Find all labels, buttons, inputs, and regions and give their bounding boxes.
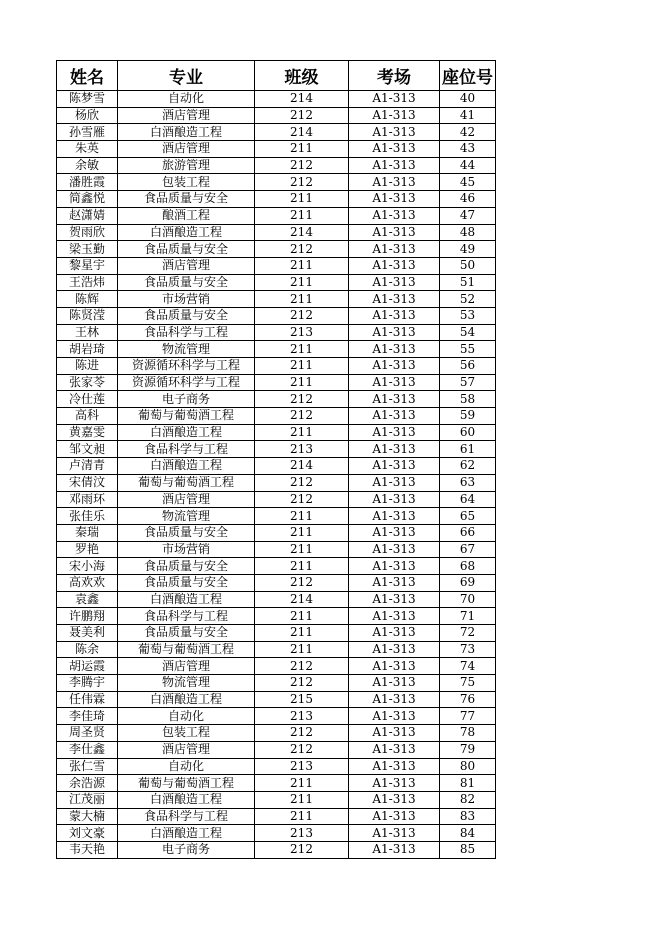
cell-exam-room[interactable]: A1-313 bbox=[349, 107, 440, 124]
cell-name[interactable]: 邓雨环 bbox=[57, 491, 118, 508]
cell-major[interactable]: 酒店管理 bbox=[118, 741, 255, 758]
cell-major[interactable]: 食品科学与工程 bbox=[118, 441, 255, 458]
cell-exam-room[interactable]: A1-313 bbox=[349, 825, 440, 842]
cell-seat-number[interactable]: 56 bbox=[440, 358, 496, 375]
cell-class[interactable]: 212 bbox=[255, 725, 349, 742]
cell-seat-number[interactable]: 45 bbox=[440, 174, 496, 191]
cell-name[interactable]: 宋倩汶 bbox=[57, 474, 118, 491]
cell-name[interactable]: 梁玉勤 bbox=[57, 241, 118, 258]
cell-seat-number[interactable]: 60 bbox=[440, 424, 496, 441]
cell-name[interactable]: 李腾宇 bbox=[57, 675, 118, 692]
table-row bbox=[57, 374, 496, 391]
table-row bbox=[57, 157, 496, 174]
cell-major[interactable]: 物流管理 bbox=[118, 508, 255, 525]
cell-seat-number[interactable]: 82 bbox=[440, 791, 496, 808]
cell-name[interactable]: 赵潇婧 bbox=[57, 207, 118, 224]
table-row bbox=[57, 274, 496, 291]
cell-seat-number[interactable]: 50 bbox=[440, 257, 496, 274]
cell-class[interactable]: 211 bbox=[255, 141, 349, 158]
cell-major[interactable]: 酿酒工程 bbox=[118, 207, 255, 224]
cell-exam-room[interactable]: A1-313 bbox=[349, 625, 440, 642]
cell-major[interactable]: 食品科学与工程 bbox=[118, 608, 255, 625]
header-exam-room[interactable]: 考场 bbox=[349, 61, 440, 91]
cell-name[interactable]: 黎星宇 bbox=[57, 257, 118, 274]
cell-class[interactable]: 211 bbox=[255, 541, 349, 558]
cell-seat-number[interactable]: 44 bbox=[440, 157, 496, 174]
cell-exam-room[interactable]: A1-313 bbox=[349, 574, 440, 591]
cell-major[interactable]: 酒店管理 bbox=[118, 141, 255, 158]
cell-class[interactable]: 211 bbox=[255, 508, 349, 525]
cell-exam-room[interactable]: A1-313 bbox=[349, 257, 440, 274]
cell-exam-room[interactable]: A1-313 bbox=[349, 541, 440, 558]
cell-class[interactable]: 212 bbox=[255, 658, 349, 675]
cell-name[interactable]: 陈余 bbox=[57, 641, 118, 658]
cell-name[interactable]: 王林 bbox=[57, 324, 118, 341]
cell-class[interactable]: 212 bbox=[255, 307, 349, 324]
cell-exam-room[interactable]: A1-313 bbox=[349, 558, 440, 575]
cell-class[interactable]: 211 bbox=[255, 274, 349, 291]
table-row bbox=[57, 324, 496, 341]
cell-major[interactable]: 白酒酿造工程 bbox=[118, 591, 255, 608]
cell-major[interactable]: 白酒酿造工程 bbox=[118, 424, 255, 441]
cell-name[interactable]: 张佳乐 bbox=[57, 508, 118, 525]
cell-class[interactable]: 212 bbox=[255, 241, 349, 258]
table-row bbox=[57, 391, 496, 408]
table-row bbox=[57, 808, 496, 825]
cell-name[interactable]: 江茂丽 bbox=[57, 791, 118, 808]
table-row bbox=[57, 191, 496, 208]
cell-class[interactable]: 212 bbox=[255, 174, 349, 191]
cell-exam-room[interactable]: A1-313 bbox=[349, 241, 440, 258]
cell-exam-room[interactable]: A1-313 bbox=[349, 758, 440, 775]
cell-seat-number[interactable]: 49 bbox=[440, 241, 496, 258]
table-row bbox=[57, 791, 496, 808]
cell-major[interactable]: 食品质量与安全 bbox=[118, 241, 255, 258]
table-row bbox=[57, 675, 496, 692]
table-row bbox=[57, 508, 496, 525]
cell-name[interactable]: 蒙大楠 bbox=[57, 808, 118, 825]
cell-class[interactable]: 212 bbox=[255, 841, 349, 858]
cell-name[interactable]: 陈梦雪 bbox=[57, 91, 118, 108]
header-class[interactable]: 班级 bbox=[255, 61, 349, 91]
cell-class[interactable]: 212 bbox=[255, 741, 349, 758]
table-row bbox=[57, 524, 496, 541]
cell-name[interactable]: 潘胜霞 bbox=[57, 174, 118, 191]
cell-name[interactable]: 陈进 bbox=[57, 358, 118, 375]
cell-major[interactable]: 葡萄与葡萄酒工程 bbox=[118, 474, 255, 491]
table-row bbox=[57, 207, 496, 224]
cell-exam-room[interactable]: A1-313 bbox=[349, 191, 440, 208]
table-row bbox=[57, 541, 496, 558]
cell-major[interactable]: 旅游管理 bbox=[118, 157, 255, 174]
cell-major[interactable]: 酒店管理 bbox=[118, 107, 255, 124]
table-row bbox=[57, 591, 496, 608]
cell-major[interactable]: 酒店管理 bbox=[118, 257, 255, 274]
cell-class[interactable]: 214 bbox=[255, 458, 349, 475]
cell-seat-number[interactable]: 54 bbox=[440, 324, 496, 341]
cell-major[interactable]: 电子商务 bbox=[118, 391, 255, 408]
cell-seat-number[interactable]: 52 bbox=[440, 291, 496, 308]
cell-exam-room[interactable]: A1-313 bbox=[349, 374, 440, 391]
cell-class[interactable]: 215 bbox=[255, 691, 349, 708]
cell-seat-number[interactable]: 81 bbox=[440, 775, 496, 792]
table-row bbox=[57, 825, 496, 842]
cell-exam-room[interactable]: A1-313 bbox=[349, 474, 440, 491]
cell-seat-number[interactable]: 73 bbox=[440, 641, 496, 658]
cell-exam-room[interactable]: A1-313 bbox=[349, 391, 440, 408]
table-row bbox=[57, 558, 496, 575]
cell-seat-number[interactable]: 79 bbox=[440, 741, 496, 758]
cell-exam-room[interactable]: A1-313 bbox=[349, 791, 440, 808]
cell-major[interactable]: 白酒酿造工程 bbox=[118, 825, 255, 842]
table-row bbox=[57, 141, 496, 158]
table-row bbox=[57, 408, 496, 425]
cell-class[interactable]: 211 bbox=[255, 791, 349, 808]
cell-major[interactable]: 食品质量与安全 bbox=[118, 274, 255, 291]
cell-major[interactable]: 食品科学与工程 bbox=[118, 808, 255, 825]
cell-name[interactable]: 高科 bbox=[57, 408, 118, 425]
table-row bbox=[57, 441, 496, 458]
cell-class[interactable]: 212 bbox=[255, 157, 349, 174]
table-row bbox=[57, 91, 496, 108]
cell-class[interactable]: 214 bbox=[255, 124, 349, 141]
cell-seat-number[interactable]: 48 bbox=[440, 224, 496, 241]
cell-major[interactable]: 物流管理 bbox=[118, 341, 255, 358]
cell-class[interactable]: 211 bbox=[255, 191, 349, 208]
cell-exam-room[interactable]: A1-313 bbox=[349, 424, 440, 441]
cell-major[interactable]: 葡萄与葡萄酒工程 bbox=[118, 641, 255, 658]
cell-major[interactable]: 电子商务 bbox=[118, 841, 255, 858]
cell-seat-number[interactable]: 41 bbox=[440, 107, 496, 124]
cell-class[interactable]: 212 bbox=[255, 491, 349, 508]
cell-seat-number[interactable]: 80 bbox=[440, 758, 496, 775]
cell-major[interactable]: 食品科学与工程 bbox=[118, 324, 255, 341]
cell-major[interactable]: 自动化 bbox=[118, 708, 255, 725]
cell-name[interactable]: 周圣贤 bbox=[57, 725, 118, 742]
table-row bbox=[57, 841, 496, 858]
cell-seat-number[interactable]: 51 bbox=[440, 274, 496, 291]
table-row bbox=[57, 474, 496, 491]
cell-exam-room[interactable]: A1-313 bbox=[349, 291, 440, 308]
cell-exam-room[interactable]: A1-313 bbox=[349, 508, 440, 525]
cell-exam-room[interactable]: A1-313 bbox=[349, 91, 440, 108]
cell-name[interactable]: 余浩源 bbox=[57, 775, 118, 792]
cell-major[interactable]: 酒店管理 bbox=[118, 491, 255, 508]
cell-class[interactable]: 211 bbox=[255, 424, 349, 441]
table-row bbox=[57, 491, 496, 508]
cell-name[interactable]: 李佳琦 bbox=[57, 708, 118, 725]
header-major[interactable]: 专业 bbox=[118, 61, 255, 91]
cell-exam-room[interactable]: A1-313 bbox=[349, 775, 440, 792]
cell-seat-number[interactable]: 74 bbox=[440, 658, 496, 675]
table-row bbox=[57, 608, 496, 625]
cell-name[interactable]: 李仕鑫 bbox=[57, 741, 118, 758]
cell-name[interactable]: 简鑫悦 bbox=[57, 191, 118, 208]
header-name[interactable]: 姓名 bbox=[57, 61, 118, 91]
cell-major[interactable]: 白酒酿造工程 bbox=[118, 458, 255, 475]
cell-name[interactable]: 朱英 bbox=[57, 141, 118, 158]
table-row bbox=[57, 257, 496, 274]
cell-class[interactable]: 211 bbox=[255, 808, 349, 825]
cell-seat-number[interactable]: 57 bbox=[440, 374, 496, 391]
cell-exam-room[interactable]: A1-313 bbox=[349, 207, 440, 224]
cell-seat-number[interactable]: 46 bbox=[440, 191, 496, 208]
table-row bbox=[57, 124, 496, 141]
cell-name[interactable]: 张家苓 bbox=[57, 374, 118, 391]
cell-class[interactable]: 213 bbox=[255, 324, 349, 341]
cell-exam-room[interactable]: A1-313 bbox=[349, 224, 440, 241]
table-row bbox=[57, 708, 496, 725]
table-row bbox=[57, 424, 496, 441]
cell-exam-room[interactable]: A1-313 bbox=[349, 741, 440, 758]
seating-table bbox=[56, 60, 496, 859]
cell-seat-number[interactable]: 55 bbox=[440, 341, 496, 358]
table-row bbox=[57, 691, 496, 708]
cell-major[interactable]: 食品质量与安全 bbox=[118, 625, 255, 642]
cell-exam-room[interactable]: A1-313 bbox=[349, 408, 440, 425]
cell-seat-number[interactable]: 71 bbox=[440, 608, 496, 625]
cell-exam-room[interactable]: A1-313 bbox=[349, 441, 440, 458]
cell-name[interactable]: 秦瑞 bbox=[57, 524, 118, 541]
cell-class[interactable]: 212 bbox=[255, 675, 349, 692]
cell-class[interactable]: 211 bbox=[255, 358, 349, 375]
cell-name[interactable]: 杨欣 bbox=[57, 107, 118, 124]
cell-seat-number[interactable]: 69 bbox=[440, 574, 496, 591]
table-row bbox=[57, 241, 496, 258]
cell-name[interactable]: 袁鑫 bbox=[57, 591, 118, 608]
header-seat-number[interactable]: 座位号 bbox=[440, 61, 496, 91]
cell-seat-number[interactable]: 59 bbox=[440, 408, 496, 425]
cell-class[interactable]: 212 bbox=[255, 107, 349, 124]
cell-major[interactable]: 白酒酿造工程 bbox=[118, 124, 255, 141]
cell-name[interactable]: 任伟霖 bbox=[57, 691, 118, 708]
cell-exam-room[interactable]: A1-313 bbox=[349, 174, 440, 191]
cell-major[interactable]: 资源循环科学与工程 bbox=[118, 374, 255, 391]
cell-seat-number[interactable]: 78 bbox=[440, 725, 496, 742]
header-row bbox=[57, 61, 496, 91]
cell-exam-room[interactable]: A1-313 bbox=[349, 274, 440, 291]
cell-exam-room[interactable]: A1-313 bbox=[349, 141, 440, 158]
cell-exam-room[interactable]: A1-313 bbox=[349, 808, 440, 825]
cell-class[interactable]: 213 bbox=[255, 758, 349, 775]
cell-major[interactable]: 食品质量与安全 bbox=[118, 191, 255, 208]
table-row bbox=[57, 574, 496, 591]
cell-name[interactable]: 陈辉 bbox=[57, 291, 118, 308]
table-row bbox=[57, 107, 496, 124]
cell-seat-number[interactable]: 43 bbox=[440, 141, 496, 158]
cell-exam-room[interactable]: A1-313 bbox=[349, 157, 440, 174]
cell-exam-room[interactable]: A1-313 bbox=[349, 708, 440, 725]
cell-major[interactable]: 市场营销 bbox=[118, 541, 255, 558]
cell-seat-number[interactable]: 47 bbox=[440, 207, 496, 224]
cell-name[interactable]: 卢清青 bbox=[57, 458, 118, 475]
cell-seat-number[interactable]: 58 bbox=[440, 391, 496, 408]
table-row bbox=[57, 458, 496, 475]
cell-seat-number[interactable]: 77 bbox=[440, 708, 496, 725]
cell-class[interactable]: 211 bbox=[255, 608, 349, 625]
cell-exam-room[interactable]: A1-313 bbox=[349, 841, 440, 858]
cell-name[interactable]: 许鹏翔 bbox=[57, 608, 118, 625]
cell-class[interactable]: 212 bbox=[255, 391, 349, 408]
cell-exam-room[interactable]: A1-313 bbox=[349, 124, 440, 141]
cell-exam-room[interactable]: A1-313 bbox=[349, 324, 440, 341]
cell-exam-room[interactable]: A1-313 bbox=[349, 458, 440, 475]
cell-seat-number[interactable]: 67 bbox=[440, 541, 496, 558]
cell-class[interactable]: 211 bbox=[255, 625, 349, 642]
cell-name[interactable]: 余敏 bbox=[57, 157, 118, 174]
cell-name[interactable]: 宋小海 bbox=[57, 558, 118, 575]
cell-seat-number[interactable]: 75 bbox=[440, 675, 496, 692]
table-row bbox=[57, 725, 496, 742]
cell-name[interactable]: 张仁雪 bbox=[57, 758, 118, 775]
cell-class[interactable]: 211 bbox=[255, 341, 349, 358]
table-row bbox=[57, 641, 496, 658]
cell-seat-number[interactable]: 63 bbox=[440, 474, 496, 491]
cell-seat-number[interactable]: 83 bbox=[440, 808, 496, 825]
cell-exam-room[interactable]: A1-313 bbox=[349, 608, 440, 625]
cell-exam-room[interactable]: A1-313 bbox=[349, 591, 440, 608]
cell-class[interactable]: 212 bbox=[255, 574, 349, 591]
cell-class[interactable]: 211 bbox=[255, 257, 349, 274]
cell-major[interactable]: 白酒酿造工程 bbox=[118, 791, 255, 808]
cell-class[interactable]: 211 bbox=[255, 207, 349, 224]
cell-seat-number[interactable]: 72 bbox=[440, 625, 496, 642]
cell-major[interactable]: 食品质量与安全 bbox=[118, 574, 255, 591]
cell-major[interactable]: 酒店管理 bbox=[118, 658, 255, 675]
cell-name[interactable]: 邹文昶 bbox=[57, 441, 118, 458]
table-row bbox=[57, 625, 496, 642]
cell-major[interactable]: 白酒酿造工程 bbox=[118, 224, 255, 241]
cell-exam-room[interactable]: A1-313 bbox=[349, 491, 440, 508]
cell-seat-number[interactable]: 62 bbox=[440, 458, 496, 475]
table-row bbox=[57, 741, 496, 758]
cell-class[interactable]: 211 bbox=[255, 641, 349, 658]
cell-major[interactable]: 食品质量与安全 bbox=[118, 524, 255, 541]
cell-seat-number[interactable]: 70 bbox=[440, 591, 496, 608]
cell-name[interactable]: 罗艳 bbox=[57, 541, 118, 558]
cell-major[interactable]: 市场营销 bbox=[118, 291, 255, 308]
cell-exam-room[interactable]: A1-313 bbox=[349, 307, 440, 324]
cell-exam-room[interactable]: A1-313 bbox=[349, 641, 440, 658]
cell-seat-number[interactable]: 76 bbox=[440, 691, 496, 708]
table-row bbox=[57, 174, 496, 191]
cell-name[interactable]: 孙雪雁 bbox=[57, 124, 118, 141]
cell-exam-room[interactable]: A1-313 bbox=[349, 691, 440, 708]
cell-major[interactable]: 葡萄与葡萄酒工程 bbox=[118, 408, 255, 425]
cell-name[interactable]: 王浩炜 bbox=[57, 274, 118, 291]
cell-class[interactable]: 213 bbox=[255, 441, 349, 458]
cell-name[interactable]: 刘文豪 bbox=[57, 825, 118, 842]
cell-name[interactable]: 聂美利 bbox=[57, 625, 118, 642]
cell-class[interactable]: 214 bbox=[255, 591, 349, 608]
cell-exam-room[interactable]: A1-313 bbox=[349, 524, 440, 541]
table-row bbox=[57, 358, 496, 375]
table-row bbox=[57, 341, 496, 358]
cell-name[interactable]: 胡运霞 bbox=[57, 658, 118, 675]
cell-exam-room[interactable]: A1-313 bbox=[349, 341, 440, 358]
cell-class[interactable]: 213 bbox=[255, 708, 349, 725]
cell-major[interactable]: 包装工程 bbox=[118, 725, 255, 742]
cell-major[interactable]: 包装工程 bbox=[118, 174, 255, 191]
cell-seat-number[interactable]: 66 bbox=[440, 524, 496, 541]
cell-seat-number[interactable]: 53 bbox=[440, 307, 496, 324]
cell-name[interactable]: 高欢欢 bbox=[57, 574, 118, 591]
cell-name[interactable]: 黄嘉雯 bbox=[57, 424, 118, 441]
cell-name[interactable]: 贺雨欣 bbox=[57, 224, 118, 241]
cell-class[interactable]: 211 bbox=[255, 558, 349, 575]
cell-name[interactable]: 胡岩琦 bbox=[57, 341, 118, 358]
table-row bbox=[57, 291, 496, 308]
cell-class[interactable]: 211 bbox=[255, 374, 349, 391]
table-row bbox=[57, 307, 496, 324]
cell-class[interactable]: 211 bbox=[255, 775, 349, 792]
cell-name[interactable]: 冷仕莲 bbox=[57, 391, 118, 408]
table-row bbox=[57, 775, 496, 792]
cell-exam-room[interactable]: A1-313 bbox=[349, 658, 440, 675]
table-row bbox=[57, 758, 496, 775]
cell-name[interactable]: 陈贤滢 bbox=[57, 307, 118, 324]
cell-class[interactable]: 211 bbox=[255, 524, 349, 541]
table-row bbox=[57, 224, 496, 241]
cell-class[interactable]: 213 bbox=[255, 825, 349, 842]
cell-class[interactable]: 211 bbox=[255, 291, 349, 308]
cell-exam-room[interactable]: A1-313 bbox=[349, 675, 440, 692]
cell-major[interactable]: 自动化 bbox=[118, 91, 255, 108]
cell-seat-number[interactable]: 61 bbox=[440, 441, 496, 458]
cell-exam-room[interactable]: A1-313 bbox=[349, 725, 440, 742]
cell-seat-number[interactable]: 85 bbox=[440, 841, 496, 858]
cell-major[interactable]: 资源循环科学与工程 bbox=[118, 358, 255, 375]
cell-exam-room[interactable]: A1-313 bbox=[349, 358, 440, 375]
cell-seat-number[interactable]: 84 bbox=[440, 825, 496, 842]
cell-major[interactable]: 白酒酿造工程 bbox=[118, 691, 255, 708]
cell-class[interactable]: 212 bbox=[255, 408, 349, 425]
table-body bbox=[57, 91, 496, 859]
cell-major[interactable]: 物流管理 bbox=[118, 675, 255, 692]
cell-name[interactable]: 韦天艳 bbox=[57, 841, 118, 858]
cell-major[interactable]: 葡萄与葡萄酒工程 bbox=[118, 775, 255, 792]
table-row bbox=[57, 658, 496, 675]
cell-major[interactable]: 食品质量与安全 bbox=[118, 558, 255, 575]
cell-class[interactable]: 214 bbox=[255, 224, 349, 241]
cell-seat-number[interactable]: 42 bbox=[440, 124, 496, 141]
cell-major[interactable]: 自动化 bbox=[118, 758, 255, 775]
cell-class[interactable]: 212 bbox=[255, 474, 349, 491]
cell-class[interactable]: 214 bbox=[255, 91, 349, 108]
cell-seat-number[interactable]: 40 bbox=[440, 91, 496, 108]
cell-seat-number[interactable]: 65 bbox=[440, 508, 496, 525]
cell-seat-number[interactable]: 64 bbox=[440, 491, 496, 508]
cell-seat-number[interactable]: 68 bbox=[440, 558, 496, 575]
cell-major[interactable]: 食品质量与安全 bbox=[118, 307, 255, 324]
